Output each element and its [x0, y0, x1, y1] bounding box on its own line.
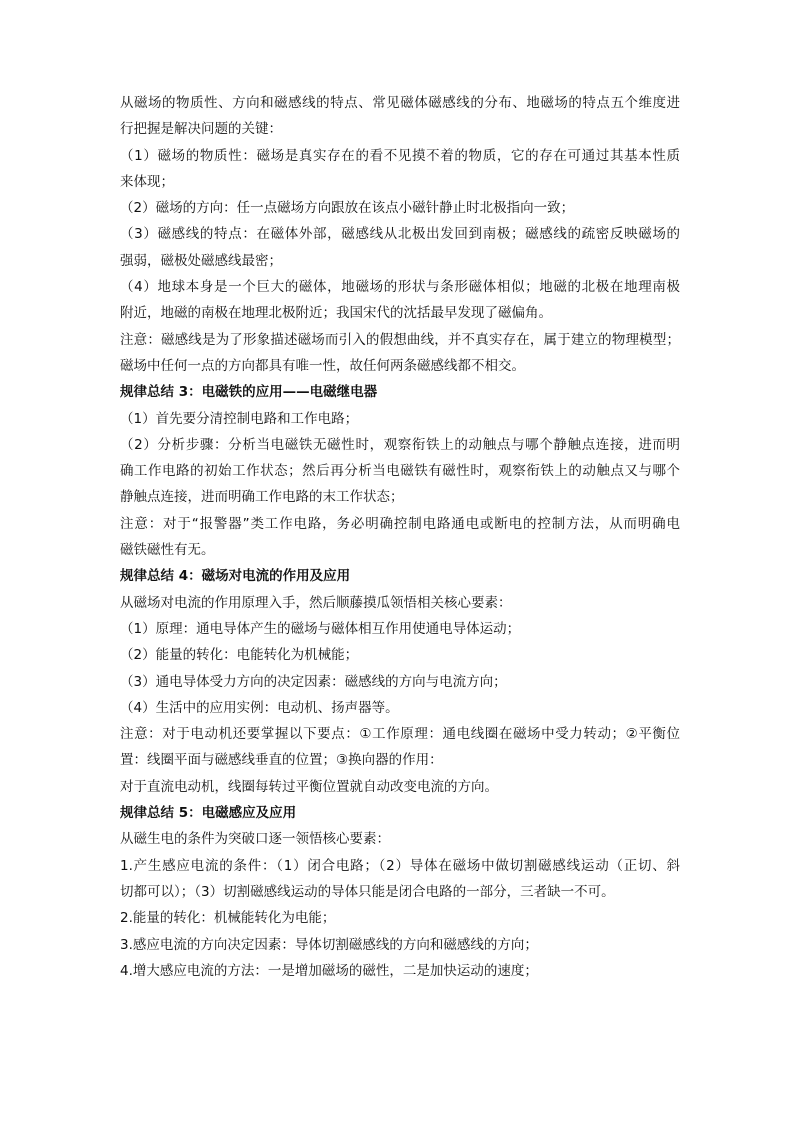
text-line: 注意：磁感线是为了形象描述磁场而引入的假想曲线，并不真实存在，属于建立的物理模型； — [120, 331, 680, 348]
text-line: 注意：对于电动机还要掌握以下要点：①工作原理：通电线圈在磁场中受力转动；②平衡位 — [120, 726, 680, 743]
text-line: 对于直流电动机，线圈每转过平衡位置就自动改变电流的方向。 — [120, 778, 498, 795]
text-line: 从磁场的物质性、方向和磁感线的特点、常见磁体磁感线的分布、地磁场的特点五个维度进 — [120, 95, 680, 111]
text-line: （2）能量的转化：电能转化为机械能； — [120, 647, 359, 664]
text-line: （3）磁感线的特点：在磁体外部，磁感线从北极出发回到南极；磁感线的疏密反映磁场的 — [120, 226, 680, 243]
text-line: 磁场中任何一点的方向都具有唯一性，故任何两条磁感线都不相交。 — [120, 357, 525, 374]
text-line: 从磁场对电流的作用原理入手，然后顺藤摸瓜领悟相关核心要素： — [120, 594, 512, 611]
text-line: 3.感应电流的方向决定因素：导体切割磁感线的方向和磁感线的方向； — [120, 936, 538, 953]
text-line: 磁铁磁性有无。 — [120, 542, 215, 559]
section-heading: 规律总结 5：电磁感应及应用 — [120, 805, 297, 822]
text-line: 附近，地磁的南极在地理北极附近；我国宋代的沈括最早发现了磁偏角。 — [120, 305, 552, 322]
text-line: 注意：对于“报警器”类工作电路，务必明确控制电路通电或断电的控制方法，从而明确电 — [120, 515, 680, 532]
text-line: （3）通电导体受力方向的决定因素：磁感线的方向与电流方向； — [120, 673, 507, 690]
text-line: 静触点连接，进而明确工作电路的末工作状态； — [120, 489, 404, 506]
text-line: （1）首先要分清控制电路和工作电路； — [120, 410, 359, 427]
section-heading: 规律总结 4：磁场对电流的作用及应用 — [120, 568, 351, 585]
text-line: 行把握是解决问题的关键： — [120, 121, 282, 138]
text-line: （1）原理：通电导体产生的磁场与磁体相互作用使通电导体运动； — [120, 620, 521, 637]
text-line: 置：线圈平面与磁感线垂直的位置；③换向器的作用： — [120, 752, 443, 769]
text-line: （1）磁场的物质性：磁场是真实存在的看不见摸不着的物质，它的存在可通过其基本性质 — [120, 147, 680, 164]
text-line: 从磁生电的条件为突破口逐一领悟核心要素： — [120, 831, 390, 848]
text-line: （2）分析步骤：分析当电磁铁无磁性时，观察衔铁上的动触点与哪个静触点连接，进而明 — [120, 436, 680, 453]
section-heading: 规律总结 3：电磁铁的应用——电磁继电器 — [120, 384, 378, 401]
text-line: 确工作电路的初始工作状态；然后再分析当电磁铁有磁性时，观察衔铁上的动触点又与哪个 — [120, 463, 680, 480]
text-line: 切都可以）；（3）切割磁感线运动的导体只能是闭合电路的一部分，三者缺一不可。 — [120, 883, 615, 900]
text-line: （2）磁场的方向：任一点磁场方向跟放在该点小磁针静止时北极指向一致； — [120, 200, 575, 217]
text-line: （4）生活中的应用实例：电动机、扬声器等。 — [120, 699, 399, 716]
text-line: 1.产生感应电流的条件：（1）闭合电路；（2）导体在磁场中做切割磁感线运动（正切、斜 — [120, 857, 680, 874]
text-line: （4）地球本身是一个巨大的磁体，地磁场的形状与条形磁体相似；地磁的北极在地理南极 — [120, 279, 680, 296]
text-line: 4.增大感应电流的方法：一是增加磁场的磁性，二是加快运动的速度； — [120, 962, 538, 979]
text-line: 2.能量的转化：机械能转化为电能； — [120, 910, 336, 927]
text-line: 强弱，磁极处磁感线最密； — [120, 252, 282, 269]
text-line: 来体现； — [120, 173, 174, 190]
document-body — [120, 90, 680, 984]
